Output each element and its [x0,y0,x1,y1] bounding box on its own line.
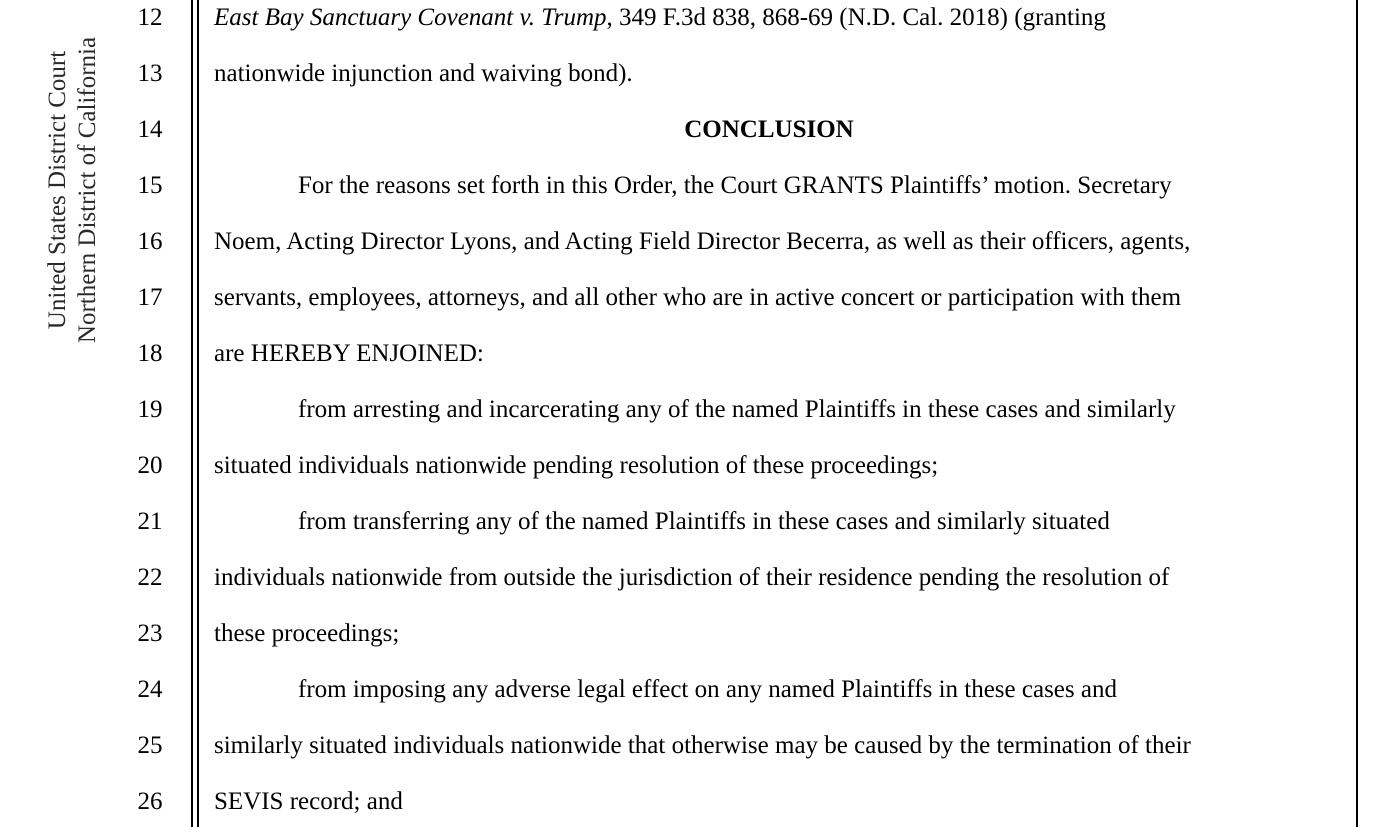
line-number: 23 [137,620,163,647]
left-margin-rule-outer [191,0,193,827]
line-number: 25 [137,732,163,759]
left-margin-rule-inner [197,0,199,827]
line-number: 22 [137,564,163,591]
body-line-12 [214,3,1106,33]
line-number: 12 [137,4,163,31]
district-name: Northern District of California [74,36,101,344]
body-line-22: individuals nationwide from outside the jurisdiction of their residence pending the resolution of [214,564,1170,591]
body-line-24: from imposing any adverse legal effect on any named Plaintiffs in these cases and [298,676,1117,703]
line-number: 20 [137,452,163,479]
body-line-19: from arresting and incarcerating any of the named Plaintiffs in these cases and similarly [298,396,1176,423]
line-number: 14 [137,116,163,143]
line-number: 24 [137,676,163,703]
body-line-21: from transferring any of the named Plaintiffs in these cases and similarly situated [298,508,1110,535]
court-name: United States District Court [44,50,71,330]
court-margin-caption [42,18,104,363]
body-line-26: SEVIS record; and [214,788,403,815]
line-number: 17 [137,284,163,311]
body-line-16: Noem, Acting Director Lyons, and Acting Field Director Becerra, as well as their officers, agents, [214,228,1191,255]
body-line-15: For the reasons set forth in this Order, the Court GRANTS Plaintiffs’ motion. Secretary [298,172,1172,199]
section-heading: CONCLUSION [684,116,854,143]
line-number: 16 [137,228,163,255]
line-number: 18 [137,340,163,367]
line-number: 13 [137,60,163,87]
case-citation-name: East Bay Sanctuary Covenant v. Trump [214,4,607,31]
line-number: 19 [137,396,163,423]
body-line-13: nationwide injunction and waiving bond). [214,60,633,87]
body-line-25: similarly situated individuals nationwide that otherwise may be caused by the termination of their [214,732,1191,759]
right-margin-rule [1356,0,1358,827]
body-line-17: servants, employees, attorneys, and all other who are in active concert or participation with them [214,284,1182,311]
line-number: 15 [137,172,163,199]
line-number: 26 [137,788,163,815]
body-line-18: are HEREBY ENJOINED: [214,340,484,367]
case-citation-rest: , 349 F.3d 838, 868-69 (N.D. Cal. 2018) (granting [606,4,1106,31]
line-number: 21 [137,508,163,535]
body-line-20: situated individuals nationwide pending resolution of these proceedings; [214,452,939,479]
body-line-23: these proceedings; [214,620,400,647]
